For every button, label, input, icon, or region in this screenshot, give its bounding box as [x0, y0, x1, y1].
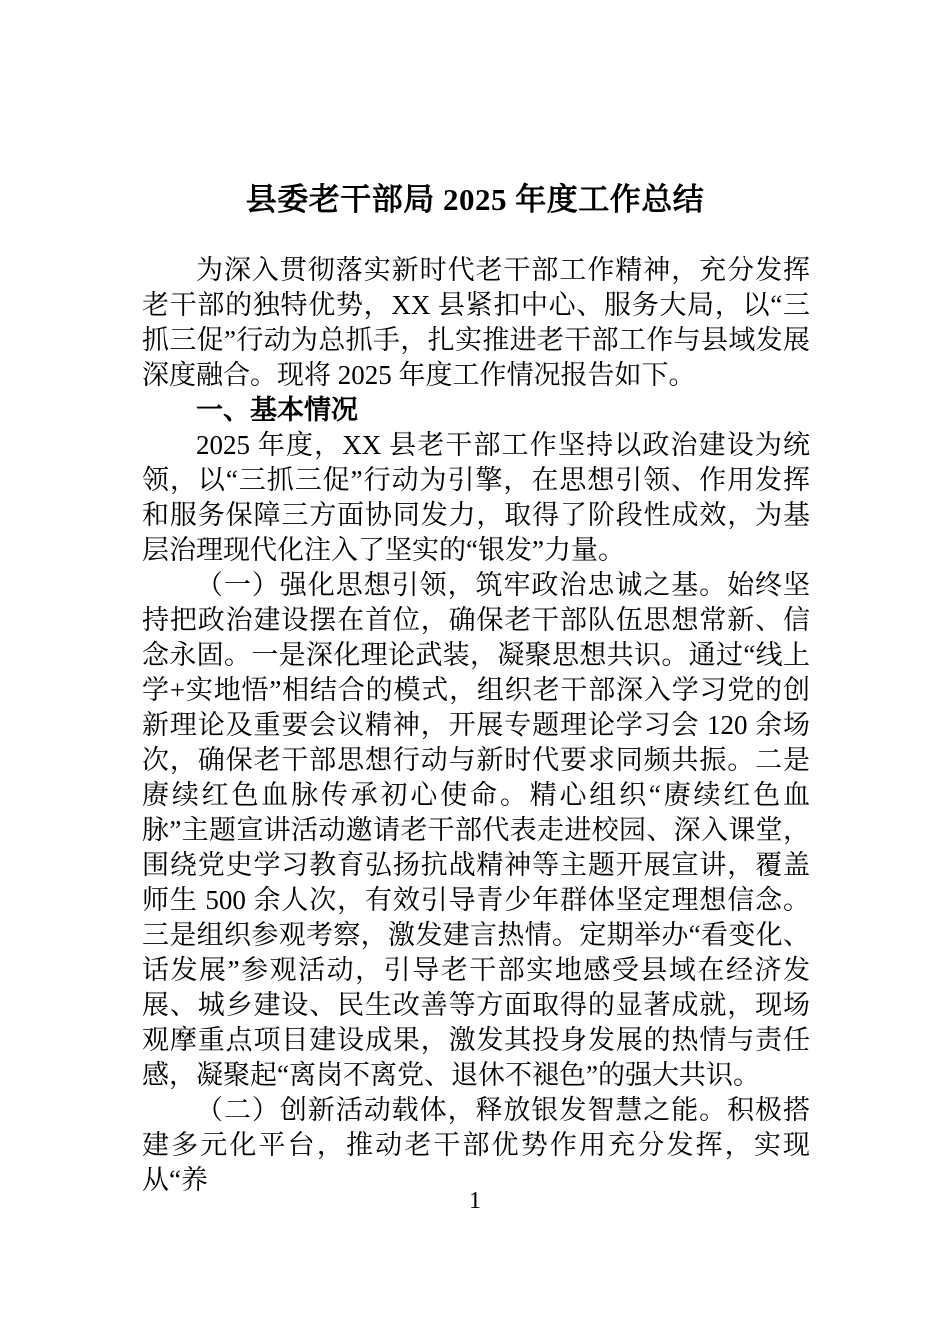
section-heading-basic-situation: 一、基本情况	[196, 395, 358, 425]
paragraph-point-two: （二）创新活动载体，释放银发智慧之能。积极搭建多元化平台，推动老干部优势作用充分发挥，实现从“养	[142, 1095, 810, 1195]
page-number: 1	[469, 1188, 481, 1214]
paragraph-intro: 为深入贯彻落实新时代老干部工作精神，充分发挥老干部的独特优势，XX 县紧扣中心、服务大局，以“三抓三促”行动为总抓手，扎实推进老干部工作与县域发展深度融合。现将 2025 年度工作情况报告如下。	[142, 255, 810, 390]
document-title: 县委老干部局 2025 年度工作总结	[245, 182, 705, 217]
document-body	[142, 253, 810, 1198]
paragraph-point-one: （一）强化思想引领，筑牢政治忠诚之基。始终坚持把政治建设摆在首位，确保老干部队伍思想常新、信念永固。一是深化理论武装，凝聚思想共识。通过“线上学+实地悟”相结合的模式，组织老干部深入学习党的创新理论及重要会议精神，开展专题理论学习会 120 余场次，确保老干部思想行动与新时代要求同频共振。二是赓续红色血脉传承初心使命。精心组织“赓续红色血脉”主题宣讲活动邀请老干部代表走进校园、深入课堂，围绕党史学习教育弘扬抗战精神等主题开展宣讲，覆盖师生 500 余人次，有效引导青少年群体坚定理想信念。三是组织参观考察，激发建言热情。定期举办“看变化、话发展”参观活动，引导老干部实地感受县域在经济发展、城乡建设、民生改善等方面取得的显著成就，现场观摩重点项目建设成果，激发其投身发展的热情与责任感，凝聚起“离岗不离党、退休不褪色”的强大共识。	[142, 570, 810, 1090]
paragraph-overview: 2025 年度，XX 县老干部工作坚持以政治建设为统领，以“三抓三促”行动为引擎，在思想引领、作用发挥和服务保障三方面协同发力，取得了阶段性成效，为基层治理现代化注入了坚实的“银发”力量。	[142, 430, 810, 565]
